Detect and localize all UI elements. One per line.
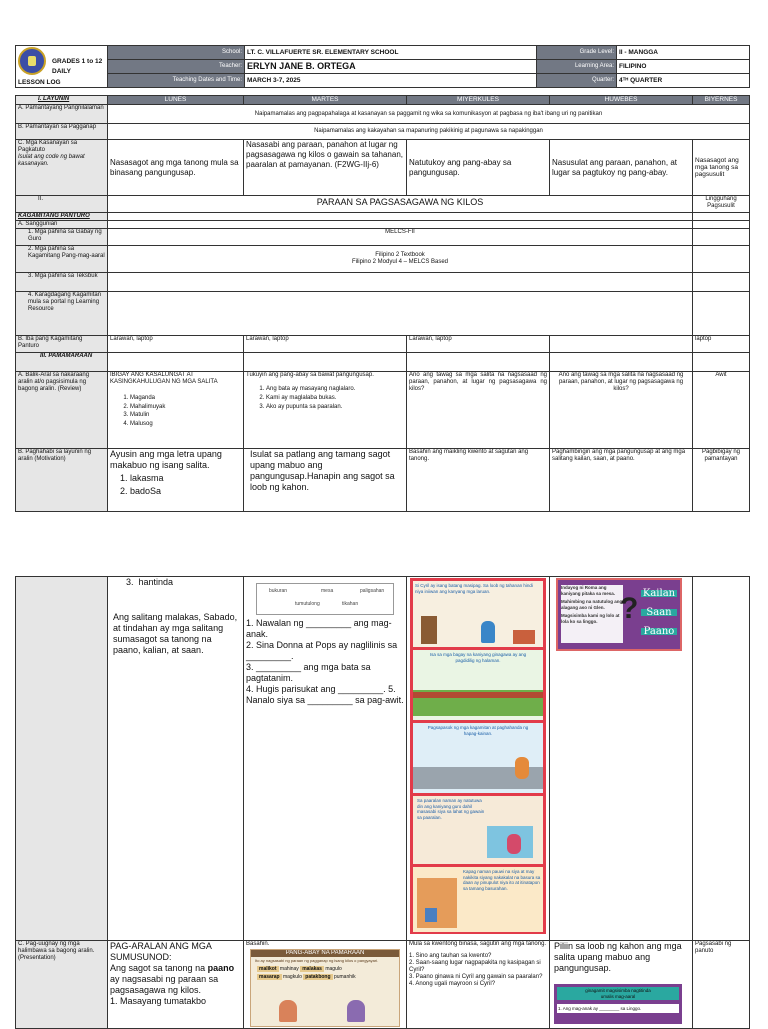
kagamitan-mag-2: Filipino 2 Modyul 4 – MELCS Based xyxy=(351,259,449,265)
huwebes-word-box xyxy=(554,984,682,1024)
quarter-value: 4ᵀᴴ QUARTER xyxy=(617,74,750,88)
pang-abay-word: masarap xyxy=(259,974,280,980)
paghahabi-huwebes: Paghambingin ang mga pangungusap at ang mga salitang kailan, saan, at paano. xyxy=(550,449,693,512)
balik-martes-item: 3. Ako ay pupunta sa paaralan. xyxy=(266,403,404,412)
day-lunes: LUNES xyxy=(108,96,244,105)
lesson-table-continued xyxy=(15,576,750,1029)
teksbuk-label: 3. Mga pahina sa Teksbuk xyxy=(16,273,108,292)
pamantayan-pangnilalaman: Naipamamalas ang pagpapahalaga at kasanayan sa paggamit ng wika sa komunikasyon at pagbasa ng iba't ibang uri ng panitikan xyxy=(108,105,750,124)
huwebes-continued xyxy=(550,577,693,941)
huwebes-box-word: mag-aaral xyxy=(615,993,636,999)
sanggunian-label: A. Sanggunian xyxy=(16,221,108,229)
header-title-line-1: GRADES 1 to 12 xyxy=(52,57,103,65)
kasanayan-label: C. Mga Kasanayan sa Pagkatuto xyxy=(18,140,78,153)
story-panel: Pagsapasok ng mga kagamitan at paghahanda ng hapag-kainan. xyxy=(413,723,543,793)
school-label: School: xyxy=(108,46,245,60)
lunes-item-3: hantinda xyxy=(138,577,174,587)
kasanayan-label-cell xyxy=(16,140,108,196)
iba-martes: Larawan, laptop xyxy=(244,336,407,353)
paguugnay-miyerkules-item: 1. Sino ang tauhan sa kwento? xyxy=(409,953,492,959)
word-box-word: paligsahan xyxy=(360,588,385,594)
story-panel: Kapag naman pauwi na siya at may nakikita siyang nakakalat na basura sa daan ay pinupulot niya ito at itinatapon sa tamang basurahan. xyxy=(413,867,543,932)
quarter-label: Quarter: xyxy=(537,74,617,88)
kagamitan-heading: KAGAMITANG PANTURO xyxy=(16,213,108,221)
story-panel: Sa paaralan naman ay natutuwa din ang kaniyang guro dahil masasabi siya sa lahat ng gawain sa paaralan. xyxy=(413,796,543,864)
balik-lunes-item: 1. Maganda xyxy=(130,394,241,403)
header-title-cell xyxy=(16,46,108,88)
paguugnay-huwebes-text: Piliin sa loob ng kahon ang mga salita upang mabuo ang pangungusap. xyxy=(554,941,682,973)
paghahabi-label: B. Paghahabi sa layunin ng aralin (Motivation) xyxy=(16,449,108,512)
paguugnay-martes-text: Basahin. xyxy=(246,941,270,947)
lr-label: 4. Karagdagang Kagamitan mula sa portal ng Learning Resource xyxy=(16,292,108,336)
balik-lunes xyxy=(108,372,244,449)
area-value: FILIPINO xyxy=(617,60,750,74)
day-huwebes: HUWEBES xyxy=(550,96,693,105)
day-miyerkules: MIYERKULES xyxy=(407,96,550,105)
kasanayan-martes: Nasasabi ang paraan, panahon at lugar ng pagsasagawa ng kilos o gawain sa tahanan, paaralan at pamayanan. (F2WG-IIj-6) xyxy=(244,140,407,196)
pamantayan-pagganap: Naipamamalas ang kakayahan sa mapanuring pakikinig at pagunawa sa napakinggan xyxy=(108,124,750,140)
balik-label: A. Balik-Aral sa nakaraang aralin at/o pagsisimula ng bagong aralin. (Review) xyxy=(16,372,108,449)
balik-lunes-item: 3. Matulin xyxy=(130,411,241,420)
kasanayan-lunes: Nasasagot ang mga tanong mula sa binasang pangungusap. xyxy=(108,140,244,196)
grade-label: Grade Level: xyxy=(537,46,617,60)
school-value: LT. C. VILLAFUERTE SR. ELEMENTARY SCHOOL xyxy=(245,46,537,60)
kagamitan-mag-1: Filipino 2 Textbook xyxy=(375,252,425,258)
iba-label: B. Iba pang Kagamitang Panturo xyxy=(16,336,108,353)
pang-abay-title: PANG-ABAY NA PAMARAAN xyxy=(251,950,399,957)
word-box-word: tikahan xyxy=(342,601,359,607)
kasanayan-miyerkules: Natutukoy ang pang-abay sa pangungusap. xyxy=(407,140,550,196)
lesson-log-page-1 xyxy=(15,45,749,512)
huwebes-box-item: 1. Ang mag-anak ay ________ sa Linggo. xyxy=(557,1004,679,1013)
lunes-continued: 3. hantinda Ang salitang malakas, Sabado, at tindahan ay mga salitang sumasagot sa tanong na paano, kalian, at saan. xyxy=(108,577,244,941)
header-table xyxy=(15,45,750,88)
kasanayan-huwebes: Nasusulat ang paraan, panahon, at lugar sa pagtukoy ng pang-abay. xyxy=(550,140,693,196)
paguugnay-huwebes xyxy=(550,941,693,1029)
lesson-log-page-2 xyxy=(15,576,749,1029)
balik-martes xyxy=(244,372,407,449)
header-title-line-3: LESSON LOG xyxy=(18,79,61,86)
paguugnay-miyerkules xyxy=(407,941,550,1029)
day-biyernes: BIYERNES xyxy=(693,96,750,105)
iba-miyerkules: Larawan, laptop xyxy=(407,336,550,353)
pang-abay-word: patakbong xyxy=(305,974,331,980)
huwebes-box-word: nagtitinda xyxy=(631,988,651,993)
pang-abay-word: malakas xyxy=(302,966,322,972)
paghahabi-lunes-item: 2. badoSa xyxy=(130,485,241,498)
saan-label: Saan xyxy=(641,609,677,616)
kasanayan-biyernes: Nasasagot ang mga tanong sa pagsusulit xyxy=(693,140,750,196)
huwebes-box-word: ginagamit xyxy=(585,988,605,993)
layunin-heading: I. LAYUNIN xyxy=(16,96,108,105)
word-box-word: tumutulong xyxy=(295,601,320,607)
paano-label: Paano xyxy=(641,628,677,635)
huwebes-box-word: magsisimba xyxy=(605,988,630,993)
balik-martes-title: Tukuyin ang pang-abay sa bawat pangungusap. xyxy=(246,372,374,378)
word-box xyxy=(256,583,394,615)
kasanayan-sub: Isulat ang code ng bawat kasanayan. xyxy=(18,154,85,167)
kailan-label: Kailan xyxy=(642,588,676,599)
word-box-word: mesa xyxy=(321,588,334,594)
pang-abay-word: magkulo xyxy=(282,974,302,980)
nilalaman-label: II. xyxy=(16,196,108,213)
lingguhang-pagsusulit: Lingguhang Pagsusulit xyxy=(693,196,750,213)
martes-continued xyxy=(244,577,407,941)
question-mark-icon: ? xyxy=(620,592,639,625)
teacher-value: ERLYN JANE B. ORTEGA xyxy=(245,60,537,74)
story-panel: Si Cyril ay isang batang masipag. Sa loob ng tahanan hindi niya iniiwan ang kanyang mga laruan. xyxy=(413,581,543,647)
story-panel: Isa sa mga bagay na kaniyang ginagawa ay ang pagdidilig ng halaman. xyxy=(413,650,543,720)
pang-abay-desc: Ito ay nagsasabi ng paraan ng pagganap ng isang kilos o pangyayari. xyxy=(255,958,379,963)
paguugnay-miyerkules-item: 2. Saan-saang lugar nagpapakita ng kasipagan si Cyril? xyxy=(409,960,541,973)
paghahabi-lunes xyxy=(108,449,244,512)
iba-biyernes: laptop xyxy=(693,336,750,353)
paguugnay-martes xyxy=(244,941,407,1029)
pamantayan-pangnilalaman-label: A. Pamantayang Pangnilalaman xyxy=(16,105,108,124)
kagamitan-mag-label: 2. Mga pahina sa Kagamitang Pang-mag-aaral xyxy=(16,246,108,273)
gabay-label: 1. Mga pahina sa Gabay ng Guro xyxy=(16,229,108,246)
paguugnay-lunes-text: Ang sagot sa tanong na paano ay nagsasabi ng paraan sa pagsasagawa ng kilos. xyxy=(110,963,235,995)
huwebes-box-word: umalis xyxy=(600,993,614,999)
paghahabi-lunes-item: 1. lakasma xyxy=(130,472,241,485)
day-martes: MARTES xyxy=(244,96,407,105)
paguugnay-lunes xyxy=(108,941,244,1029)
teacher-label: Teacher: xyxy=(108,60,245,74)
martes-exercise-item: 2. Sina Donna at Pops ay naglilinis sa _________. xyxy=(246,640,398,661)
pamantayan-pagganap-label: B. Pamantayan sa Pagganap xyxy=(16,124,108,140)
dates-label: Teaching Dates and Time: xyxy=(108,74,245,88)
huwebes-sentence: Indayog ni Roma ang kaniyang pitaka sa mesa. xyxy=(561,585,616,596)
martes-exercise-item: 1. Nawalan ng _________ ang mag-anak. xyxy=(246,618,392,639)
pang-abay-word: magulo xyxy=(325,966,342,972)
balik-martes-item: 1. Ang bata ay masayang naglalaro. xyxy=(266,385,404,394)
pang-abay-word: mahinay xyxy=(279,966,299,972)
word-box-word: bukuran xyxy=(269,588,288,594)
martes-exercise-item: 4. Hugis parisukat ang _________. 5. Nanalo siya sa _________ sa pag-awit. xyxy=(246,684,404,705)
paguugnay-miyerkules-text: Mula sa kwentong binasa, sagutin ang mga tanong. xyxy=(409,941,547,947)
grade-value: II - MANGGA xyxy=(617,46,750,60)
iba-lunes: Larawan, laptop xyxy=(108,336,244,353)
lunes-explanation: Ang salitang malakas, Sabado, at tindahan ay mga salitang sumasagot sa tanong na paano, kalian, at saan. xyxy=(113,612,238,655)
dates-value: MARCH 3-7, 2025 xyxy=(245,74,537,88)
huwebes-sentence: Mahimbing na natutulog ang alagang aso ni Glen. xyxy=(561,599,623,610)
kagamitan-mag-cell xyxy=(108,246,693,273)
paghahabi-martes: Isulat sa patlang ang tamang sagot upang mabuo ang pangungusap.Hanapin ang sagot sa loob ng kahon. xyxy=(244,449,407,512)
balik-martes-item: 2. Kami ay maglalaba bukas. xyxy=(266,394,404,403)
deped-seal-icon xyxy=(18,47,46,75)
story-illustration xyxy=(410,578,546,934)
gabay-value: MELCS-FII xyxy=(108,229,693,246)
nilalaman: PARAAN SA PAGSASAGAWA NG KILOS xyxy=(108,196,693,213)
paguugnay-miyerkules-item: 4. Anong ugali mayroon si Cyril? xyxy=(409,981,496,987)
pang-abay-card xyxy=(250,949,400,1027)
paghahabi-biyernes: Pagbibigay ng pamantayan xyxy=(693,449,750,512)
lesson-table xyxy=(15,95,750,512)
miyerkules-story-cell xyxy=(407,577,550,941)
area-label: Learning Area: xyxy=(537,60,617,74)
pang-abay-word: malikot xyxy=(259,966,277,972)
paguugnay-lunes-title: PAG-ARALAN ANG MGA SUMUSUNOD: xyxy=(110,941,212,962)
pang-abay-word: pumanhik xyxy=(333,974,356,980)
header-title-line-2: DAILY xyxy=(52,67,71,75)
paguugnay-lunes-item: 1. Masayang tumatakbo xyxy=(110,996,207,1006)
pamamaraan-heading: III. PAMAMARAAN xyxy=(16,353,108,372)
balik-lunes-title: IBIGAY ANG KASALUNGAT AT KASINGKAHULUGAN NG MGA SALITA xyxy=(110,372,218,385)
paguugnay-label: C. Pag-uugnay ng mga halimbawa sa bagong aralin. (Presentation) xyxy=(16,941,108,1029)
balik-miyerkules: Ano ang tawag sa mga salita na nagsasaad ng paraan, panahon, at lugar ng pagsasagawa ng kilos? xyxy=(407,372,550,449)
balik-huwebes: Ano ang tawag sa mga salita na nagsasaad ng paraan, panahon, at lugar ng pagsasagawa ng kilos? xyxy=(550,372,693,449)
paghahabi-lunes-text: Ayusin ang mga letra upang makabuo ng isang salita. xyxy=(110,449,222,470)
iba-huwebes xyxy=(550,336,693,353)
paghahabi-miyerkules: Basahin ang maikling kwento at sagutan ang tanong. xyxy=(407,449,550,512)
balik-lunes-item: 4. Malusog xyxy=(130,420,241,429)
huwebes-sentence: Magsisimba kami ng lolo at lola ko sa linggo. xyxy=(561,613,620,624)
paguugnay-biyernes: Pagsasabi ng panuto xyxy=(693,941,750,1029)
paguugnay-miyerkules-item: 3. Paano ginawa ni Cyril ang gawain sa paaralan? xyxy=(409,974,543,980)
kailan-saan-paano-graphic xyxy=(556,578,682,651)
balik-biyernes: Awit xyxy=(693,372,750,449)
balik-lunes-item: 2. Mahalimuyak xyxy=(130,403,241,412)
martes-exercise-item: 3. _________ ang mga bata sa pagtatanim. xyxy=(246,662,371,683)
